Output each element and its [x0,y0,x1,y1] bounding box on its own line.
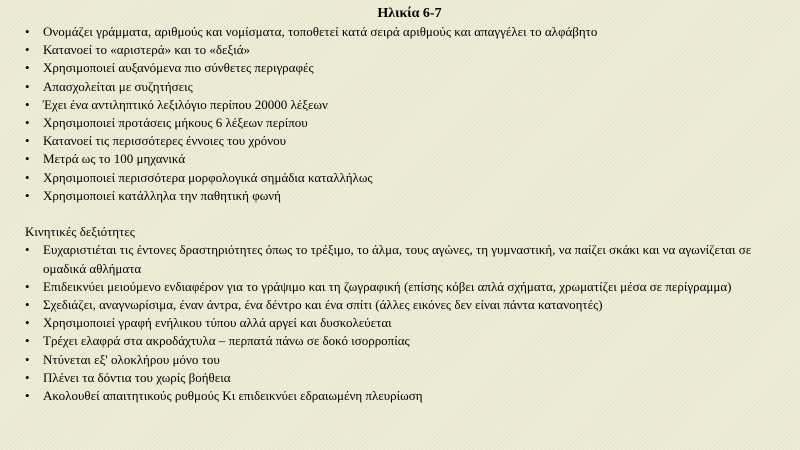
list-item [25,41,794,59]
bullet-icon: • [25,96,30,112]
list-item-text: Ακολουθεί απαιτητικούς ρυθμούς Κι επιδεικνύει εδραιωμένη πλευρίωση [43,388,423,404]
list-item-text: Ευχαριστιέται τις έντονες δραστηριότητες όπως το τρέξιμο, το άλμα, τους αγώνες, τη γυμναστική, να παίζει σκάκι και να αγωνίζεται σε ομαδικά αθλήματα [43,242,752,276]
bullet-icon: • [25,315,30,331]
list-item [25,78,794,96]
list-item-text: Τρέχει ελαφρά στα ακροδάχτυλα – περπατά πάνω σε δοκό ισορροπίας [43,333,410,349]
list-item [25,96,794,114]
list-item [25,59,794,77]
list-item [25,296,794,314]
list-item-text: Χρησιμοποιεί περισσότερα μορφολογικά σημάδια καταλλήλως [43,169,373,185]
list-item-text: Σχεδιάζει, αναγνωρίσιμα, έναν άντρα, ένα δέντρο και ένα σπίτι (άλλες εικόνες δεν είναι πάντα κατανοητές) [43,297,603,313]
list-item-text: Πλένει τα δόντια του χωρίς βοήθεια [43,369,231,385]
bullet-icon: • [25,351,30,367]
bullet-icon: • [25,333,30,349]
list-item-text: Χρησιμοποιεί γραφή ενήλικου τύπου αλλά αργεί και δυσκολεύεται [43,315,392,331]
list-item [25,187,794,205]
list-item [25,332,794,350]
list-item [25,278,794,296]
bullet-icon: • [25,24,30,39]
list-item-text: Ονομάζει γράμματα, αριθμούς και νομίσματα, τοποθετεί κατά σειρά αριθμούς και απαγγέλει το αλφάβητο [43,24,598,39]
bullet-icon: • [25,242,30,258]
bullet-icon: • [25,187,30,203]
list-item-text: Ντύνεται εξ' ολοκλήρου μόνο του [43,351,220,367]
bullet-icon: • [25,169,30,185]
bullet-icon: • [25,369,30,385]
list-item-text: Μετρά ως το 100 μηχανικά [43,151,186,167]
bullet-icon: • [25,60,30,76]
bullet-icon: • [25,133,30,149]
list-item [25,23,794,41]
list-item [25,314,794,332]
list-item-text: Χρησιμοποιεί αυξανόμενα πιο σύνθετες περιγραφές [43,60,314,76]
list-item [25,150,794,168]
bullet-icon: • [25,78,30,94]
list-item [25,132,794,150]
language-skills-list [25,23,794,205]
motor-skills-list [25,241,794,405]
list-item-text: Έχει ένα αντιληπτικό λεξιλόγιο περίπου 20000 λέξεων [43,96,328,112]
list-item-text: Χρησιμοποιεί προτάσεις μήκους 6 λέξεων περίπου [43,115,308,131]
list-item-text: Κατανοεί τις περισσότερες έννοιες του χρόνου [43,133,287,149]
list-item [25,114,794,132]
section-heading-motor-skills: Κινητικές δεξιότητες [25,224,135,240]
list-item [25,387,794,405]
bullet-icon: • [25,278,30,294]
bullet-icon: • [25,297,30,313]
bullet-icon: • [25,115,30,131]
page-title: Ηλικία 6-7 [377,6,442,21]
list-item [25,169,794,187]
list-item-text: Κατανοεί το «αριστερά» και το «δεξιά» [43,42,251,58]
list-item [25,351,794,369]
list-item-text: Χρησιμοποιεί κατάλληλα την παθητική φωνή [43,187,281,203]
list-item [25,369,794,387]
list-item [25,241,794,277]
list-item-text: Απασχολείται με συζητήσεις [43,78,193,94]
bullet-icon: • [25,42,30,58]
bullet-icon: • [25,151,30,167]
bullet-icon: • [25,388,30,404]
list-item-text: Επιδεικνύει μειούμενο ενδιαφέρον για το γράψιμο και τη ζωγραφική (επίσης κόβει απλά σχήματα, χρωματίζει μέσα σε περίγραμμα) [43,278,732,294]
